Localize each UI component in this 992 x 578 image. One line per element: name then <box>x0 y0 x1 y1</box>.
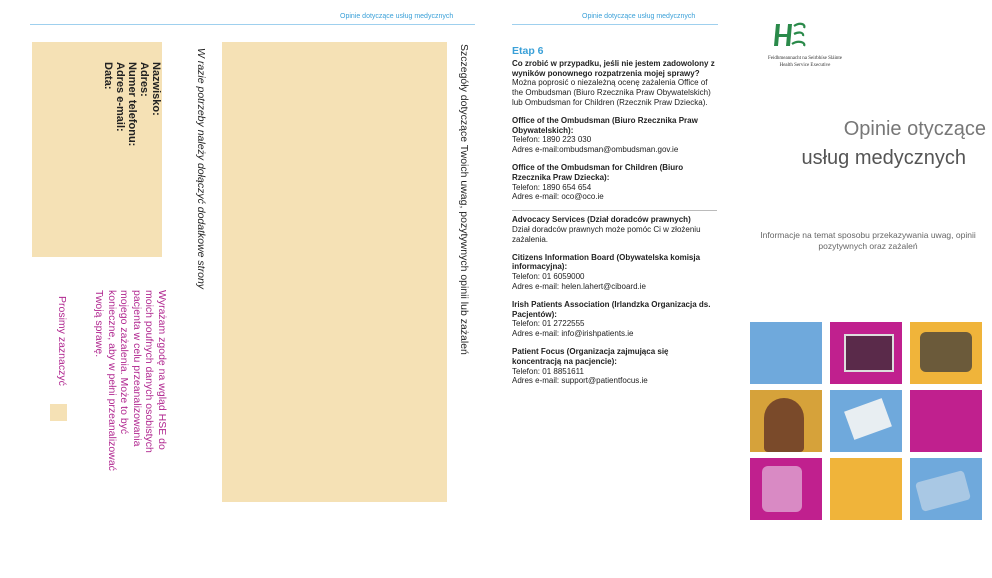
cover-title-line2: usług medycznych <box>801 147 966 169</box>
label-date: Data: <box>102 62 114 90</box>
extra-pages-note: W razie potrzeby należy dołączyć dodatkowe strony <box>195 48 207 290</box>
photo-tile-9 <box>910 458 982 520</box>
contact-children-ombudsman: Office of the Ombudsman for Children (Biuro Rzecznika Praw Dziecka): Telefon: 1890 654 654 Adres e-mail: oco@oco.ie <box>512 162 684 202</box>
consent-text: Wyrażam zgodę na wgląd HSE do moich poufnych danych osobistych pacjenta w celu przeanalizowania mojego zażalenia. Może to być konieczne, aby w pełni przeanalizować Twoją sprawę. <box>93 290 168 471</box>
form-labels <box>102 62 162 162</box>
header-left: Opinie dotyczące usług medycznych <box>340 13 454 20</box>
details-heading: Szczegóły dotyczące Twoich uwag, pozytywnych opinii lub zażaleń <box>458 44 470 355</box>
header-rule-mid <box>512 24 718 25</box>
photo-tile-4 <box>750 390 822 452</box>
step-title: Etap 6 <box>512 45 544 57</box>
consent-checkbox[interactable] <box>50 404 67 421</box>
photo-tile-3 <box>910 322 982 384</box>
handset-photo-icon <box>762 466 802 512</box>
advocacy-services: Advocacy Services (Dział doradców prawnych) Dział doradców prawnych może pomóc Ci w złożeniu zażalenia. <box>512 215 701 244</box>
person-photo-icon <box>764 398 804 452</box>
label-address: Adres: <box>138 62 150 97</box>
photo-tile-1 <box>750 322 822 384</box>
card-photo-icon <box>915 470 971 512</box>
monitor-icon <box>844 334 894 372</box>
cover-subtitle: Informacje na temat sposobu przekazywania uwag, opinii pozytywnych oraz zażaleń <box>760 230 976 251</box>
hse-logo <box>770 20 810 50</box>
header-mid: Opinie dotyczące usług medycznych <box>582 13 696 20</box>
cover-title-line1: Opinie otyczące <box>843 118 986 140</box>
org-irish-name: Feidhmeannacht na Seirbhíse Sláinte <box>767 56 842 61</box>
contact-irish-patients: Irish Patients Association (Irlandzka Organizacja ds. Pacjentów): Telefon: 01 2722555 Adres e-mail: info@irishpatients.ie <box>512 299 711 339</box>
details-textbox[interactable] <box>222 42 447 502</box>
contact-patient-focus: Patient Focus (Organizacja zajmująca się koncentracją na pacjencie): Telefon: 01 8851611 Adres e-mail: support@patientfocus.ie <box>512 346 669 386</box>
please-tick-label: Prosimy zaznaczyć <box>56 296 68 386</box>
photo-tile-2 <box>830 322 902 384</box>
photo-tile-6 <box>910 390 982 452</box>
label-name: Nazwisko: <box>150 62 162 116</box>
contact-ombudsman: Office of the Ombudsman (Biuro Rzecznika Praw Obywatelskich): Telefon: 1890 223 030 Adres e-mail:ombudsman@ombudsman.gov.ie <box>512 115 698 155</box>
step-question: Co zrobić w przypadku, jeśli nie jestem zadowolony z wyników ponownego rozpatrzenia mojej sprawy? <box>512 58 715 78</box>
label-phone: Numer telefonu: <box>126 62 138 147</box>
photo-tile-5 <box>830 390 902 452</box>
letter-photo-icon <box>844 398 892 440</box>
org-english-name: Health Service Executive <box>779 63 831 68</box>
contact-citizens-info: Citizens Information Board (Obywatelska komisja informacyjna): Telefon: 01 6059000 Adres e-mail: helen.lahert@ciboard.ie <box>512 252 701 291</box>
photo-tile-8 <box>830 458 902 520</box>
header-rule-left <box>30 24 475 25</box>
phone-photo-icon <box>920 332 972 372</box>
label-email: Adres e-mail: <box>114 62 126 132</box>
step-intro: Można poprosić o niezależną ocenę zażalenia Office of the Ombudsman (Biuro Rzecznika Praw Obywatelskich) lub Ombudsman for Children (Rzecznik Praw Dziecka). <box>512 78 711 107</box>
step-panel <box>512 47 717 578</box>
photo-tile-7 <box>750 458 822 520</box>
divider <box>512 210 717 211</box>
